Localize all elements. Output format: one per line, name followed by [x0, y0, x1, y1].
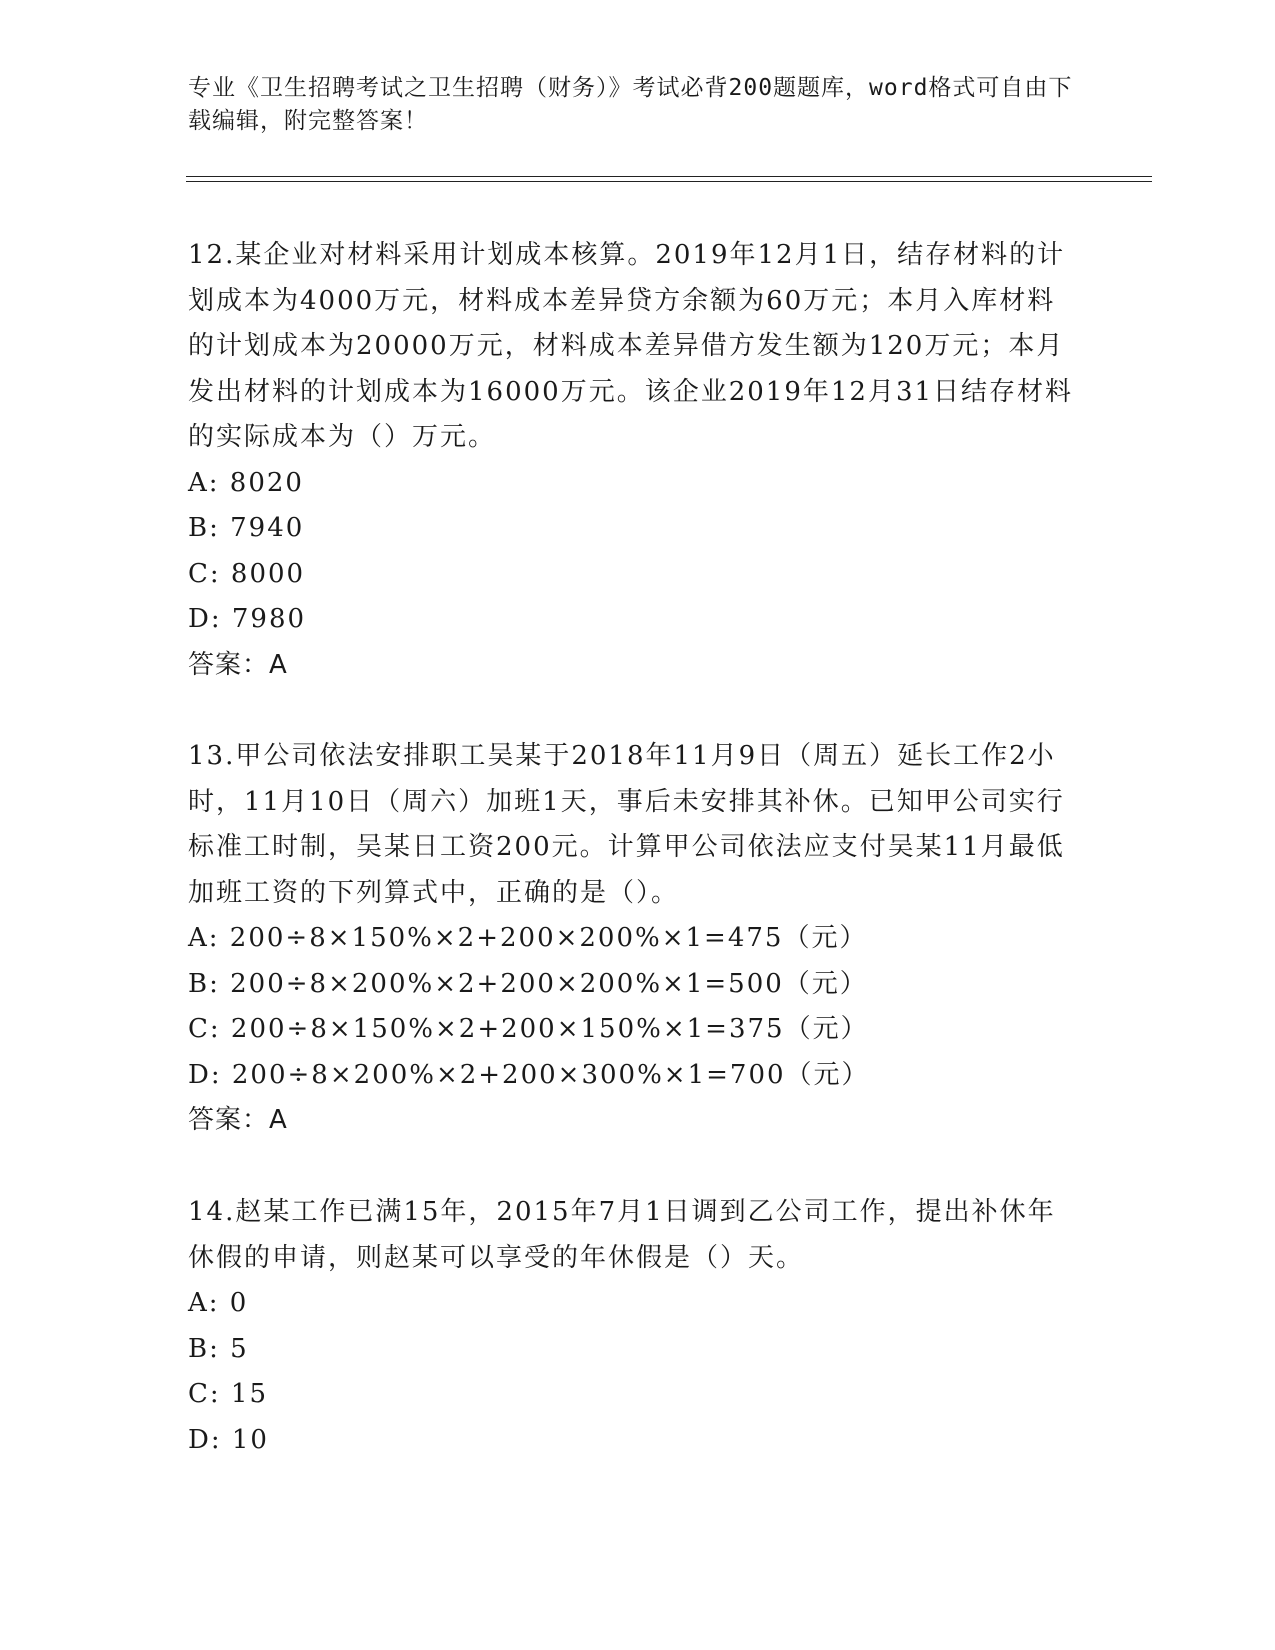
option-b: B: 200÷8×200%×2+200×200%×1=500（元）: [188, 968, 868, 999]
option-c: C: 8000: [188, 558, 306, 589]
option-b: B: 5: [188, 1333, 249, 1364]
question-stem: 12.某企业对材料采用计划成本核算。2019年12月1日，结存材料的计划成本为4000万元，材料成本差异贷方余额为60万元；本月入库材料的计划成本为20000万元，材料成本差异借方发生额为120万元；本月发出材料的计划成本为16000万元。该企业2019年12月31日结存材料的实际成本为（）万元。: [188, 240, 1074, 452]
option-c: C: 200÷8×150%×2+200×150%×1=375（元）: [188, 1014, 869, 1044]
option-c: C: 15: [188, 1379, 269, 1409]
question-14: [188, 1190, 1078, 1463]
question-stem: 13.甲公司依法安排职工吴某于2018年11月9日（周五）延长工作2小时，11月10日（周六）加班1天，事后未安排其补休。已知甲公司实行标准工时制，吴某日工资200元。计算甲公司依法应支付吴某11月最低加班工资的下列算式中，正确的是（）。: [188, 741, 1065, 908]
option-d: D: 200÷8×200%×2+200×300%×1=700（元）: [188, 1059, 870, 1090]
document-header: 专业《卫生招聘考试之卫生招聘（财务）》考试必背200题题库，word格式可自由下载编辑，附完整答案！: [188, 75, 1073, 134]
header-divider-top: [186, 176, 1152, 177]
option-d: D: 10: [188, 1424, 269, 1455]
answer-label: 答案：A: [188, 1105, 288, 1135]
option-b: B: 7940: [188, 513, 305, 543]
question-stem: 14.赵某工作已满15年，2015年7月1日调到乙公司工作，提出补休年休假的申请，则赵某可以享受的年休假是（）天。: [188, 1197, 1056, 1273]
option-a: A: 200÷8×150%×2+200×200%×1=475（元）: [188, 923, 868, 953]
option-a: A: 0: [188, 1288, 249, 1318]
question-12: [188, 233, 1078, 688]
header-divider-bottom: [186, 181, 1152, 182]
answer-label: 答案：A: [188, 649, 288, 680]
option-d: D: 7980: [188, 604, 307, 634]
option-a: A: 8020: [188, 467, 304, 498]
question-13: [188, 734, 1078, 1144]
